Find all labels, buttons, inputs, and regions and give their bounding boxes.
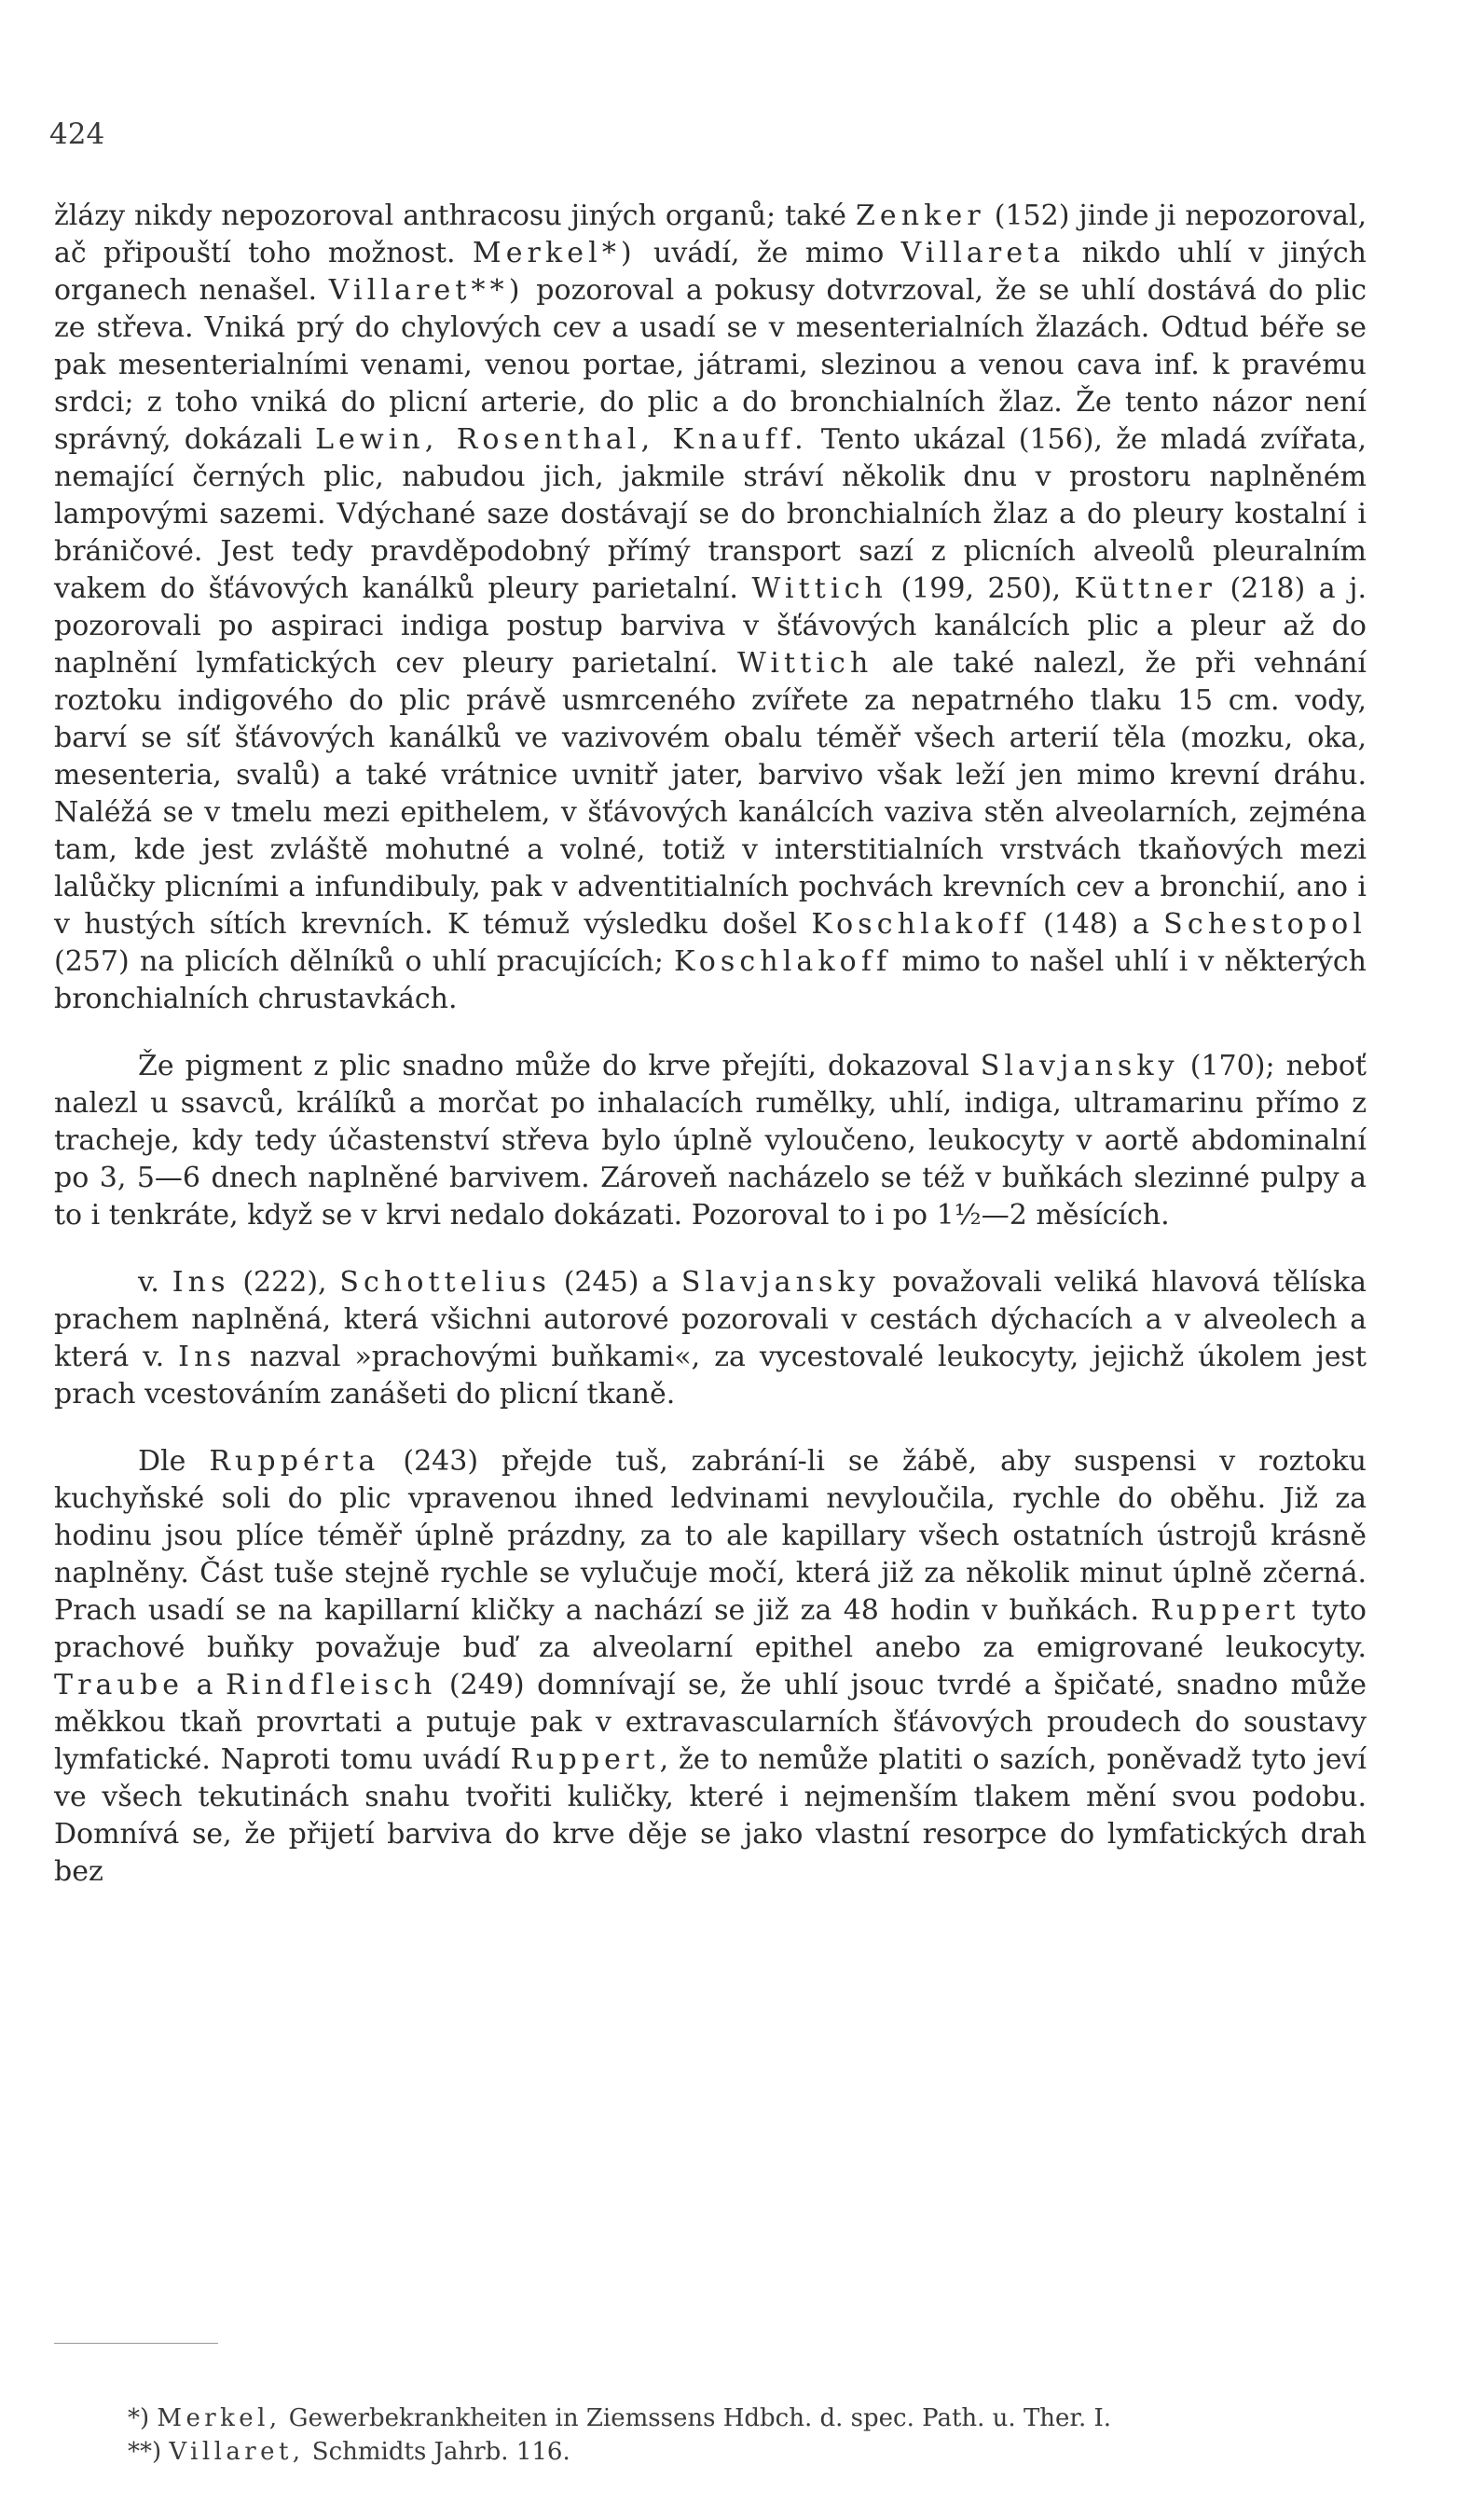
text-run: Že pigment z plic snadno může do krve přejíti, dokazoval [138,1050,981,1082]
footnote-author: Merkel, [157,2404,282,2432]
text-run: Dle [138,1445,210,1478]
text-run: pozoroval a pokusy dotvrzoval, že se uhlí dostává do plic ze střeva. Vniká prý do chylových cev a usadí se v mesenterialních žlazách. Odtud béře se pak mesenterialními venami, venou portae, játrami, slezinou a venou cava inf. k pravému srdci; z toho vniká do plicní arterie, do plic a do bronchialních žlaz. Že tento názor není správný, dokázali [54,274,1367,456]
footnote-text: Gewerbekrankheiten in Ziemssens Hdbch. d. spec. Path. u. Ther. I. [281,2404,1112,2432]
author-name: Slavjansky [980,1050,1179,1082]
text-run: uvádí, že mimo [636,237,901,269]
text-run: a [184,1669,227,1701]
body-text [54,198,1367,1891]
text-run: (249) domnívají se, že uhlí jsouc tvrdé a špičaté, snadno může měkkou tkaň provrtati a putuje pak v extravascularních šťávových proudech do soustavy lymfatické. Naproti tomu uvádí [54,1669,1367,1776]
paragraph [54,198,1367,1018]
text-run: (152) jinde ji nepozoroval, ač připouští toho možnost. [54,200,1367,269]
text-run: (257) na plicích dělníků o uhlí pracujících; [54,945,675,978]
text-run: (148) a [1028,908,1164,941]
author-name: Schottelius [339,1266,551,1299]
footnote-divider [54,2343,218,2344]
author-name: Traube [54,1669,185,1701]
text-run: (245) a [550,1266,681,1299]
text-run: nikdo uhlí v jiných organech nenašel. [54,237,1367,307]
author-name: Ruppert [1150,1594,1300,1627]
author-name: Wittich [751,572,887,605]
text-run: žlázy nikdy nepozoroval anthracosu jiných organů; také [54,200,856,232]
text-run: považovali veliká hlavová tělíska prachem naplněná, která všichni autorové pozorovali v cestách dýchacích a v alveolech a která v. [54,1266,1367,1373]
author-name: Koschlakoff [674,945,892,978]
author-name: Ins [172,1266,230,1299]
author-name: Slavjansky [680,1266,880,1299]
text-run: (199, 250), [886,572,1075,605]
footnote [128,2402,1358,2435]
author-name: Zenker [855,200,985,232]
author-name: Rindfleisch [226,1669,437,1701]
author-name: Ins [178,1341,237,1373]
footnote-author: Villaret, [169,2438,305,2466]
text-run: , že to nemůže platiti o sazích, poněvadž tyto jeví ve všech tekutinách snahu tvořiti kuličky, které i nejmenším tlakem mění svou podobu. Domnívá se, že přijetí barviva do krve děje se jako vlastní resorpce do lymfatických drah bez [54,1743,1367,1888]
footnotes [128,2402,1358,2469]
footnote-text: Schmidts Jahrb. 116. [304,2438,570,2466]
author-name: Wittich [736,647,873,680]
text-run: (222), [229,1266,340,1299]
author-name: Ruppérta [209,1445,380,1478]
text-run: ale také nalezl, že při vehnání roztoku indigového do plic právě usmrceného zvířete za nepatrného tlaku 15 cm. vody, barví se síť šťávových kanálků ve vazivovém obalu téměř všech arterií těla (mozku, oka, mesenteria, svalů) a také vrátnice uvnitř jater, barvivo však leží jen mimo krevní dráhu. Naléžá se v tmelu mezi epithelem, v šťávových kanálcích vaziva stěn alveolarních, zejména tam, kde jest zvláště mohutné a volné, totiž v interstitialních vrstvách tkaňových mezi lalůčky plicními a infundibuly, pak v adventitialních pochvách krevních cev a bronchií, ano i v hustých sítích krevních. K témuž výsledku došel [54,647,1367,941]
author-name: Koschlakoff [811,908,1029,941]
author-name: Schestopol [1163,908,1367,941]
paragraph [54,1048,1367,1234]
text-run: (243) přejde tuš, zabrání-li se žábě, aby suspensi v roztoku kuchyňské soli do plic vpravenou ihned ledvinami nevyloučila, rychle do oběhu. Již za hodinu jsou plíce téměř úplně prázdny, za to ale kapillary všech ostatních ústrojů krásně naplněny. Část tuše stejně rychle se vylučuje močí, která již za několik minut úplně zčerná. Prach usadí se na kapillarní kličky a nachází se již za 48 hodin v buňkách. [54,1445,1367,1627]
footnote [128,2435,1358,2469]
author-name: Villareta [900,237,1065,269]
text-run: mimo to našel uhlí i v některých bronchialních chrustavkách. [54,945,1367,1015]
author-name: Küttner [1074,572,1216,605]
text-run: (218) a j. pozorovali po aspiraci indiga postup barviva v šťávových kanálcích plic a pleur až do naplnění lymfatických cev pleury parietalní. [54,572,1367,680]
text-run: Tento ukázal (156), že mladá zvířata, nemající černých plic, nabudou jich, jakmile stráví několik dnu v prostoru naplněném lampovými sazemi. Vdýchané saze dostávají se do bronchialních žlaz a do pleury kostalní i bráničové. Jest tedy pravděpodobný přímý transport sazí z plicních alveolů pleuralním vakem do šťávových kanálků pleury parietalní. [54,423,1367,605]
author-name: Ruppert [510,1743,660,1776]
text-run: nazval »prachovými buňkami«, za vycestovalé leukocyty, jejichž úkolem jest prach vcestováním zanášeti do plicní tkaně. [54,1341,1367,1411]
text-run: (170); neboť nalezl u ssavců, králíků a morčat po inhalacích rumělky, uhlí, indiga, ultramarinu přímo z tracheje, kdy tedy účastenství střeva bylo úplně vyloučeno, leukocyty v aortě abdominalní po 3, 5—6 dnech naplněné barvivem. Zároveň nacházelo se též v buňkách slezinné pulpy a to i tenkráte, když se v krvi nedalo dokázati. Pozoroval to i po 1½—2 měsících. [54,1050,1367,1232]
author-name: Merkel*) [472,237,637,269]
paragraph [54,1264,1367,1413]
text-run: v. [138,1266,172,1299]
paragraph [54,1443,1367,1891]
text-run: tyto prachové buňky považuje buď za alveolarní epithel anebo za emigrované leukocyty. [54,1594,1367,1664]
author-name: Villaret**) [328,274,525,307]
footnote-mark: *) [128,2404,150,2432]
page-number: 424 [49,117,105,151]
author-name: Lewin, Rosenthal, Knauff. [315,423,808,456]
footnote-mark: **) [128,2438,162,2466]
